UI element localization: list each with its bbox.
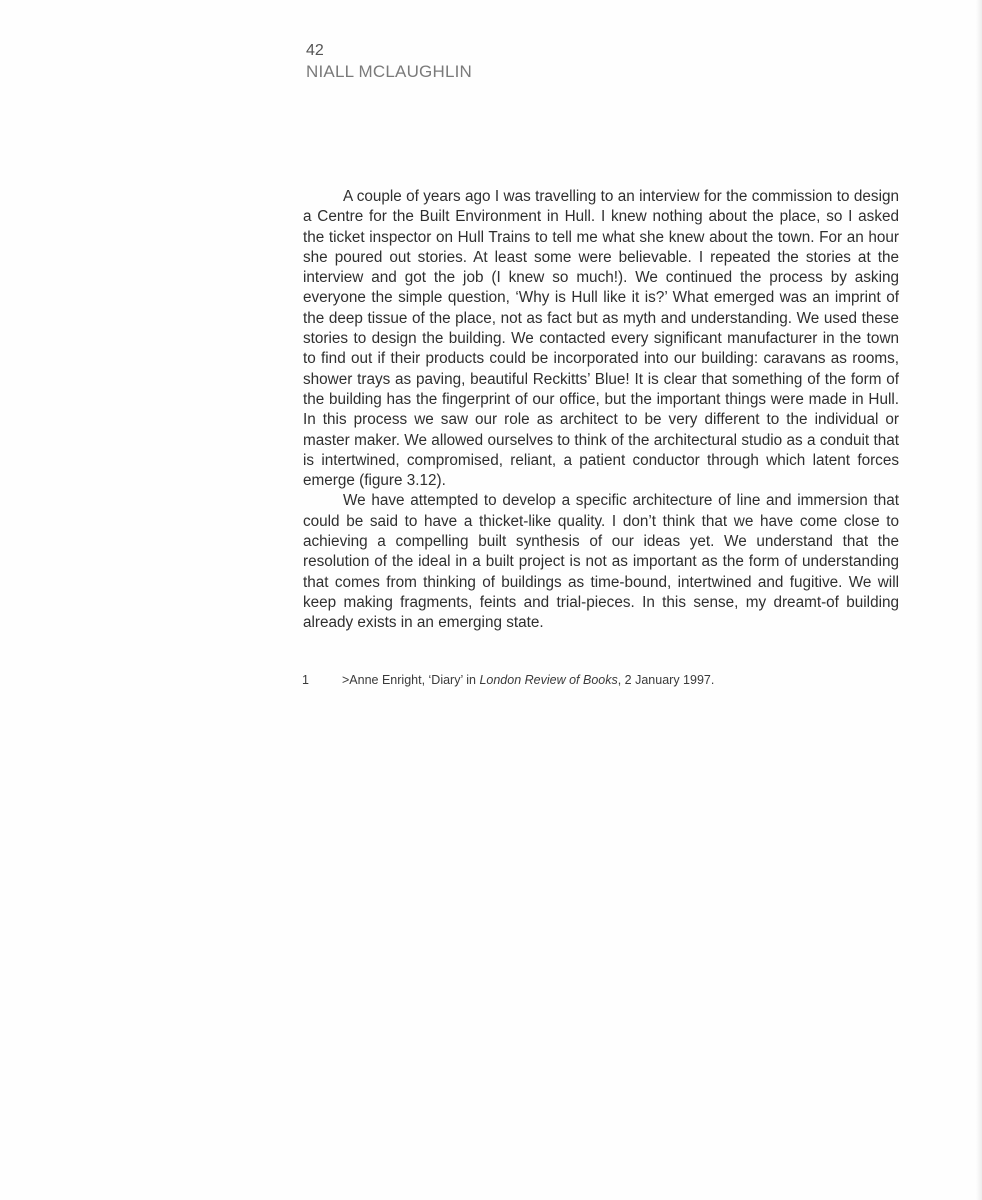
paragraph-1: A couple of years ago I was travelling to an interview for the commission to design a Centre for the Built Environment in Hull. I knew nothing about the place, so I asked the ticket inspector on Hull Trains to tell me what she knew about the town. For an hour she poured out stories. At least some were believable. I repeated the stories at the interview and got the job (I knew so much!). We continued the process by asking everyone the simple question, ‘Why is Hull like it is?’ What emerged was an imprint of the deep tissue of the place, not as fact but as myth and understanding. We used these stories to design the building. We contacted every significant manufacturer in the town to find out if their products could be incorporated into our building: caravans as rooms, shower trays as paving, beautiful Reckitts’ Blue! It is clear that something of the form of the building has the fingerprint of our office, but the important things were made in Hull. In this process we saw our role as architect to be very different to the individual or master maker. We allowed ourselves to think of the architectural studio as a conduit that is intertwined, compromised, reliant, a patient conductor through which latent forces emerge (figure 3.12). <box>303 188 899 490</box>
footnote-number: 1 <box>302 673 309 687</box>
body-text <box>303 187 899 634</box>
footnote-prefix: >Anne Enright, ‘Diary’ in <box>342 673 480 687</box>
page-edge-shadow <box>976 0 982 1200</box>
author-name: NIALL MCLAUGHLIN <box>306 62 473 81</box>
footnote-suffix: , 2 January 1997. <box>617 673 715 687</box>
paragraph-2: We have attempted to develop a specific architecture of line and immersion that could be said to have a thicket-like quality. I don’t think that we have come close to achieving a compelling built synthesis of our ideas yet. We understand that the resolution of the ideal in a built project is not as important as the form of understanding that comes from thinking of buildings as time-bound, intertwined and fugitive. We will keep making fragments, feints and trial-pieces. In this sense, my dreamt-of building already exists in an emerging state. <box>303 492 899 632</box>
page-number: 42 <box>306 42 324 59</box>
footnote-publication-title: London Review of Books <box>479 673 618 687</box>
running-header <box>306 41 472 83</box>
footnote <box>302 671 898 689</box>
